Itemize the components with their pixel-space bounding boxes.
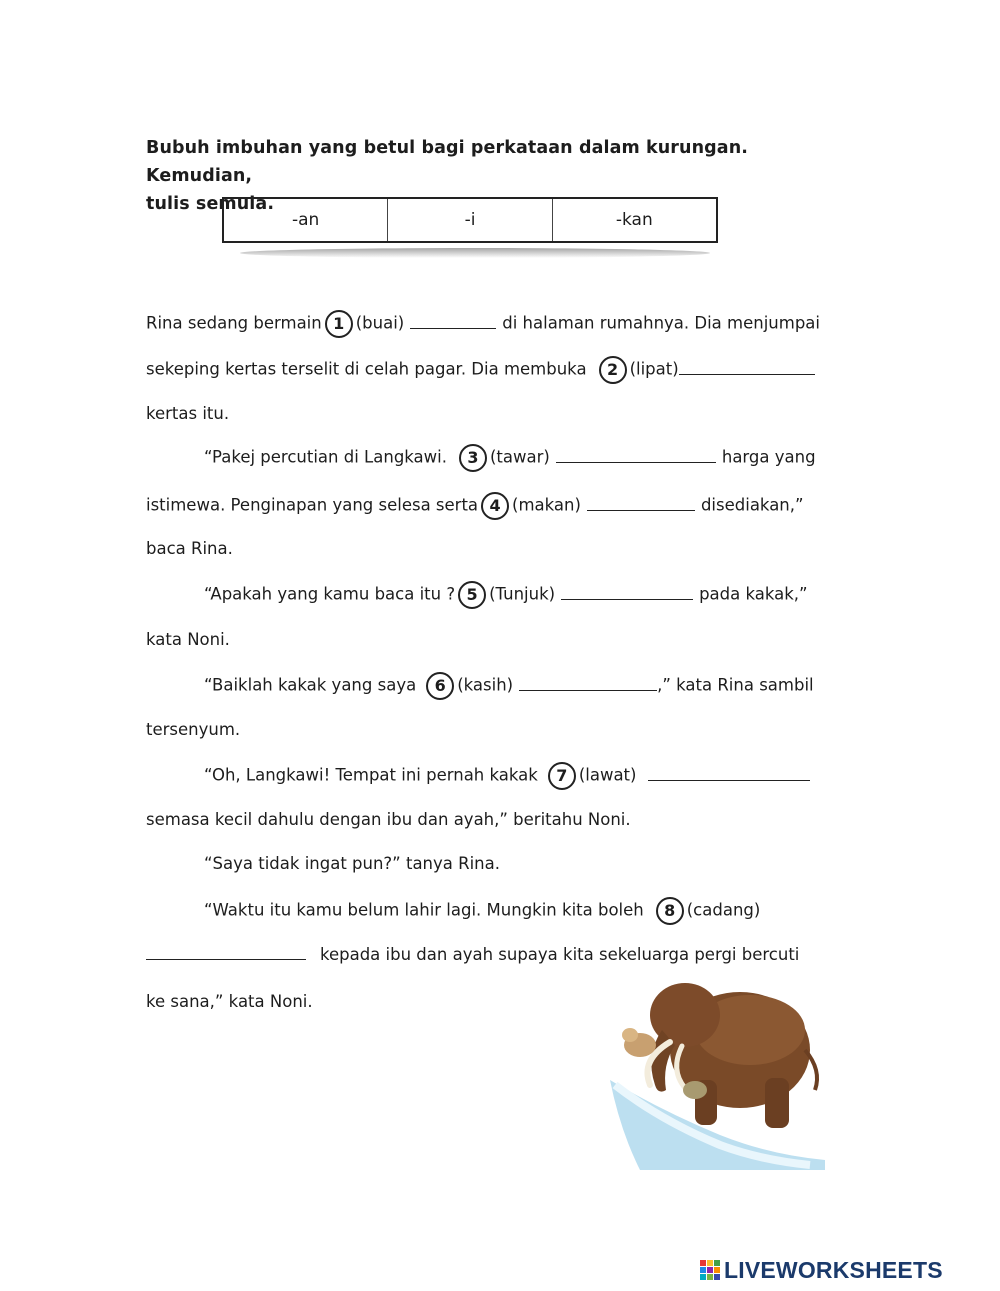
text: “Apakah yang kamu baca itu ? bbox=[204, 584, 456, 604]
number-badge: 2 bbox=[599, 356, 627, 384]
text: “Waktu itu kamu belum lahir lagi. Mungkin kita boleh bbox=[204, 900, 644, 920]
root-word: (kasih) bbox=[457, 675, 514, 695]
text: disediakan,” bbox=[700, 495, 804, 515]
answer-blank-7[interactable] bbox=[648, 764, 810, 781]
answer-blank-5[interactable] bbox=[561, 583, 693, 600]
text: ,” kata Rina sambil bbox=[657, 675, 814, 695]
text: Rina sedang bermain bbox=[146, 313, 322, 333]
number-badge: 8 bbox=[656, 897, 684, 925]
text: istimewa. Penginapan yang selesa serta bbox=[146, 495, 479, 515]
passage-line bbox=[146, 310, 820, 338]
root-word: (Tunjuk) bbox=[489, 584, 556, 604]
passage-line: kertas itu. bbox=[146, 404, 230, 423]
text: harga yang bbox=[721, 447, 816, 467]
instruction-line-1: Bubuh imbuhan yang betul bagi perkataan dalam kurungan. Kemudian, bbox=[146, 138, 748, 186]
text: sekeping kertas terselit di celah pagar. Dia membuka bbox=[146, 359, 587, 379]
passage-line: semasa kecil dahulu dengan ibu dan ayah,” beritahu Noni. bbox=[146, 810, 631, 829]
answer-blank-4[interactable] bbox=[587, 494, 695, 511]
text: kepada ibu dan ayah supaya kita sekeluarga pergi bercuti bbox=[320, 945, 800, 964]
number-badge: 3 bbox=[459, 444, 487, 472]
text: “Baiklah kakak yang saya bbox=[204, 675, 417, 695]
answer-blank-6[interactable] bbox=[519, 674, 657, 691]
number-badge: 1 bbox=[325, 310, 353, 338]
answer-blank-8[interactable] bbox=[146, 943, 306, 960]
passage-line bbox=[204, 444, 816, 472]
text: pada kakak,” bbox=[699, 584, 808, 604]
number-badge: 5 bbox=[458, 581, 486, 609]
passage-line: “Saya tidak ingat pun?” tanya Rina. bbox=[204, 854, 500, 873]
watermark bbox=[700, 1258, 943, 1282]
text: di halaman rumahnya. Dia menjumpai bbox=[502, 313, 821, 333]
answer-blank-1[interactable] bbox=[410, 312, 496, 329]
passage-line bbox=[204, 897, 760, 925]
passage-line bbox=[146, 356, 821, 384]
suffix-cell: -kan bbox=[615, 210, 653, 230]
root-word: (lipat) bbox=[629, 359, 679, 379]
answer-blank-2[interactable] bbox=[679, 358, 815, 375]
table-shadow bbox=[240, 248, 710, 258]
passage-line: ke sana,” kata Noni. bbox=[146, 992, 313, 1011]
liveworksheets-logo-icon bbox=[700, 1260, 720, 1280]
number-badge: 6 bbox=[426, 672, 454, 700]
text: “Pakej percutian di Langkawi. bbox=[204, 447, 447, 467]
root-word: (lawat) bbox=[578, 765, 637, 785]
passage-line bbox=[204, 672, 814, 700]
root-word: (makan) bbox=[512, 495, 581, 515]
mammoth-illustration bbox=[600, 960, 830, 1170]
passage-line bbox=[204, 762, 816, 790]
instruction-line-2: tulis semula. bbox=[146, 194, 275, 214]
mammoth-icon bbox=[600, 960, 830, 1170]
suffix-cell: -an bbox=[224, 199, 388, 241]
number-badge: 4 bbox=[481, 492, 509, 520]
root-word: (buai) bbox=[355, 313, 405, 333]
watermark-text: LIVEWORKSHEETS bbox=[724, 1256, 943, 1283]
passage-line: kata Noni. bbox=[146, 630, 230, 649]
answer-blank-3[interactable] bbox=[556, 446, 716, 463]
number-badge: 7 bbox=[548, 762, 576, 790]
text: “Oh, Langkawi! Tempat ini pernah kakak bbox=[204, 765, 538, 785]
root-word: (tawar) bbox=[490, 447, 550, 467]
root-word: (cadang) bbox=[686, 900, 761, 920]
suffix-table bbox=[222, 197, 718, 243]
passage-line: tersenyum. bbox=[146, 720, 241, 739]
suffix-cell: -i bbox=[388, 199, 552, 241]
passage-line: baca Rina. bbox=[146, 539, 233, 558]
passage-line bbox=[146, 492, 804, 520]
passage-line bbox=[204, 581, 808, 609]
